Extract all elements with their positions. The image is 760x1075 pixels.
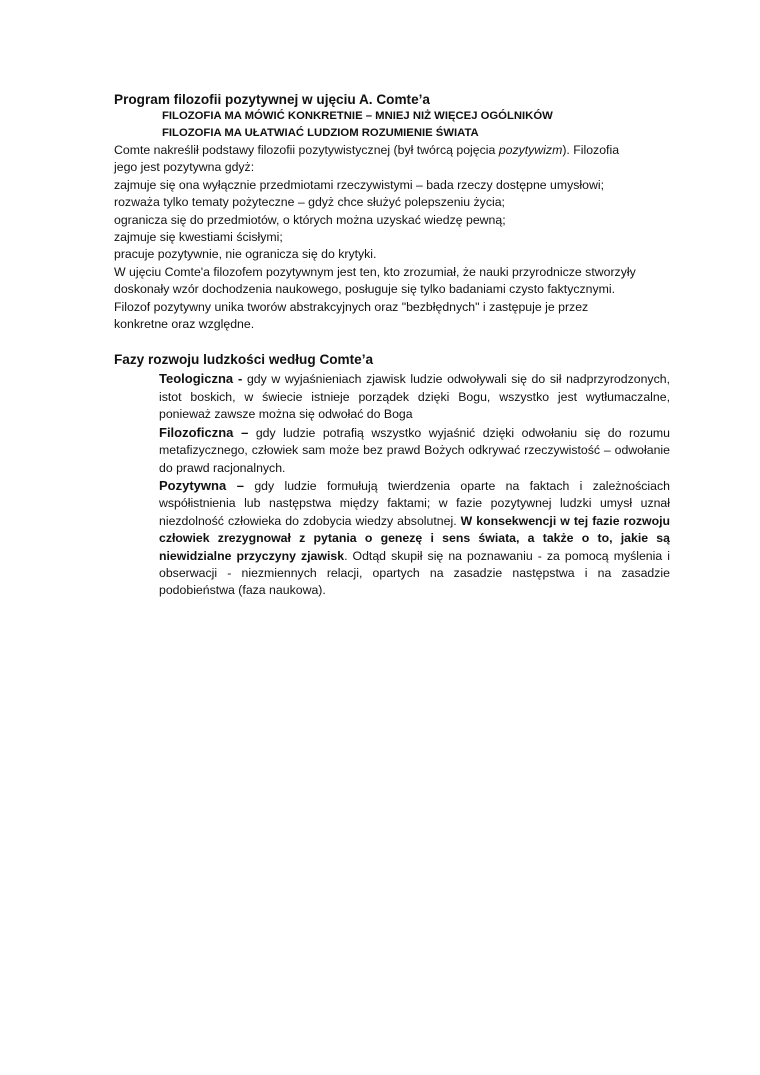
- body-line-7: W ujęciu Comte'a filozofem pozytywnym jest ten, kto zrozumiał, że nauki przyrodnicze stworzyły: [114, 264, 636, 279]
- phase-theological-text: gdy w wyjaśnieniach zjawisk ludzie odwoływali się do sił nadprzyrodzonych, istot boskich, w świecie istnieje porządek dzięki Bogu, wszystko jest wytłumaczalne, ponieważ zawsze można się odwołać do Boga: [159, 372, 670, 422]
- phase-positive: [159, 477, 670, 600]
- body-line-6: pracuje pozytywnie, nie ogranicza się do krytyki.: [114, 247, 377, 262]
- phase-philosophical: [159, 424, 670, 477]
- phase-philosophical-paragraph: [159, 424, 670, 477]
- body-line-2: zajmuje się ona wyłącznie przedmiotami rzeczywistymi – bada rzeczy dostępne umysłowi;: [114, 177, 605, 192]
- phases-section-title: Fazy rozwoju ludzkości według Comte’a: [114, 352, 374, 368]
- intro-italic-term: pozytywizm: [498, 143, 563, 157]
- intro-text-after: ). Filozofia: [562, 143, 620, 157]
- phase-philosophical-text: gdy ludzie potrafią wszystko wyjaśnić dzięki odwołaniu się do rozumu metafizycznego, człowiek sam może bez prawd Bożych odkrywać rzeczywistość – odwołanie do prawd racjonalnych.: [159, 425, 670, 475]
- document-page: [114, 91, 674, 600]
- phase-theological-name: Teologiczna -: [159, 371, 243, 387]
- phase-positive-text-after: . Odtąd skupił się na poznawaniu - za pomocą myślenia i obserwacji - niezmiennych relacji, opartych na zasadzie następstwa i na zasadzie podobieństwa (faza naukowa).: [159, 548, 670, 598]
- subheading-2: FILOZOFIA MA UŁATWIAĆ LUDZIOM ROZUMIENIE ŚWIATA: [162, 127, 479, 139]
- body-line-3: rozważa tylko tematy pożyteczne – gdyż chce służyć polepszeniu życia;: [114, 195, 505, 210]
- phase-positive-text-before: gdy ludzie formułują twierdzenia oparte na faktach i zależnościach współistnienia lub następstwa między faktami; w fazie pozytywnej ludzki umysł uznał niezdolność człowieka do zdobycia wiedzy absolutnej.: [159, 478, 670, 528]
- phase-positive-text-bold: W konsekwencji w tej fazie rozwoju człowiek zrezygnował z pytania o genezę i sens świata, a także o to, jakie są niewidzialne przyczyny zjawisk: [159, 513, 671, 563]
- body-line-5: zajmuje się kwestiami ścisłymi;: [114, 230, 283, 245]
- body-line-4: ogranicza się do przedmiotów, o których można uzyskać wiedzę pewną;: [114, 212, 506, 227]
- body-line-10: konkretne oraz względne.: [114, 317, 255, 332]
- phase-theological-paragraph: [159, 370, 670, 423]
- phase-philosophical-name: Filozoficzna –: [159, 424, 249, 440]
- body-line-9: Filozof pozytywny unika tworów abstrakcyjnych oraz "bezbłędnych" i zastępuje je przez: [114, 299, 589, 314]
- document-title: Program filozofii pozytywnej w ujęciu A. Comte’a: [114, 92, 430, 107]
- phase-theological: [159, 370, 670, 423]
- phase-positive-paragraph: [159, 477, 670, 600]
- body-line-8: doskonały wzór dochodzenia naukowego, posługuje się tylko badaniami czysto faktycznymi.: [114, 282, 616, 297]
- section-spacer: [114, 333, 674, 351]
- phase-positive-name: Pozytywna –: [159, 477, 244, 493]
- subheading-1: FILOZOFIA MA MÓWIĆ KONKRETNIE – MNIEJ NIŻ WIĘCEJ OGÓLNIKÓW: [162, 110, 553, 122]
- intro-text-before: Comte nakreślił podstawy filozofii pozytywistycznej (był twórcą pojęcia: [114, 143, 499, 157]
- intro-line: [114, 142, 674, 159]
- body-line-1: jego jest pozytywna gdyż:: [114, 160, 255, 175]
